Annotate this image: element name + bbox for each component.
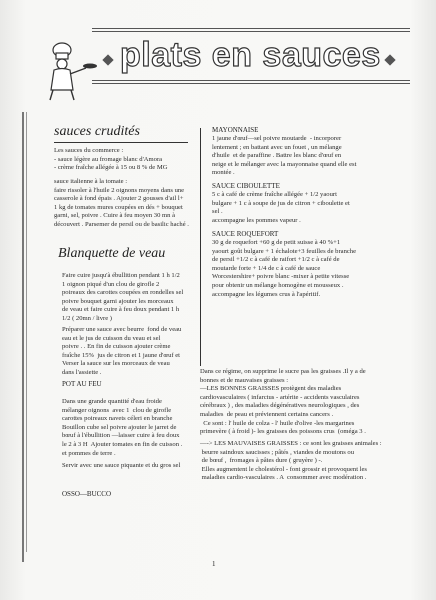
section-title-crudites: sauces crudités [54,124,140,139]
page-number: 1 [212,560,216,568]
header-rule-bottom [92,80,410,81]
blanquette-text: Faire cuire jusqu'à ébullition pendant 1 h 1/2 1 oignon piqué d'un clou de girofle 2 poireaux des carottes coupées en rondelles sel poivre bouquet garni ajouter les morceaux de veau et faire cuire à feu doux pendant 1 h 1/2 ( 20mn / livre ) [62,272,184,322]
osso-bucco-label: OSSO—BUCCO [62,490,112,498]
sauce-italienne-text: sauce italienne à la tomate : faire rissoler à l'huile 2 oignons moyens dans une casserole à fond épais . Ajouter 2 gousses d'ail l+ 1 kg de tomates mures coupées en dés + bouquet garni, sel, poivre . Cuire à feu moyen 30 mn à découvert . Parsemer de persil ou de basilic haché . [54,178,189,228]
regime-graisses-text: Dans ce régime, on supprime le sucre pas les graisses .Il y a de bonnes et de mauvaises graisses : —LES BONNES GRAISSES protègent des maladies cardiovasculaires ( infarctus - artérite - accidents vasculaires cérébraux ) , des maladies dégénératives neurologiques , des maladies de peau et préviennent certains cancers . Ce sont : l' huile de colza - l' huile d'olive -les margarines primevère ( à froid )- les graisses des poissons crus (oméga 3 . [200,368,366,436]
header-rule-bottom-2 [92,83,410,84]
roquefort-text: 30 g de roquefort +60 g de petit suisse à 40 %+1 yaourt goût bulgare + 1 échalote+3 feuilles de branche de persil +1/2 c à café de raifort +1/2 c à café de moutarde forte + 1/4 de c à café de sauce Worcestershire+ poivre blanc -mixer à petite vitesse pour obtenir un mélange homogène et mousseux . accompagne les légumes crus à l'apéritif. [212,239,357,298]
pot-au-feu-label: POT AU FEU [62,380,102,388]
ciboulette-label: SAUCE CIBOULETTE [212,182,280,190]
page-title: plats en sauces [120,36,381,74]
header-rule-top [92,28,410,29]
mayonnaise-label: MAYONNAISE [212,126,259,134]
left-margin-rule [22,112,24,562]
ciboulette-text: 5 c à café de crème fraîche allégée + 1/2 yaourt bulgare + 1 c à soupe de jus de citron + ciboulette et sel . accompagne les pommes vapeur . [212,191,350,224]
blanquette-sauce-text: Préparer une sauce avec beurre fond de veau eau et le jus de cuisson du veau et sel poivre . . En fin de cuisson ajouter crème fraîche 15% jus de citron et 1 jaune d'œuf et Verser la sauce sur les morceaux de veau dans l'assiette . [62,326,182,376]
crudites-text: Les sauces du commerce : - sauce légère au fromage blanc d'Amora - crème fraîche allégée à 15 ou 8 % de MG [54,147,168,172]
mauvaises-graisses-text: —-> LES MAUVAISES GRAISSES : ce sont les graisses animales : beurre saindoux saucisses ; pâtés , viandes de moutons ou de bœuf , fromages à pâtes dure ( gruyère ) -. Elles augmentent le cholestérol - font grossir et provoquent les maladies cardio-vasculaires . A consommer avec modération . [200,440,382,482]
chef-logo-icon [40,40,98,102]
mayonnaise-text: 1 jaune d'œuf—sel poivre moutarde - incorporer lentement ; en battant avec un fouet , un mélange d'huile et de paraffine . Battre les blanc d'œuf en neige et le mélanger avec la mayonnaise quand elle est montée . [212,135,357,177]
pot-au-feu-text: Dans une grande quantité d'eau froide mélanger oignons avec 1 clou de girofle carottes poireaux navets céleri en branche Bouillon cube sel poivre ajouter le jarret de bœuf à l'ébullition —laisser cuire à feu doux le 2 à 3 H Ajouter tomates en fin de cuisson . et pommes de terre . [62,398,183,457]
left-margin-rule-2 [26,112,27,552]
crudites-underline [54,142,188,143]
roquefort-label: SAUCE ROQUEFORT [212,230,279,238]
servir-text: Servir avec une sauce piquante et du gros sel [62,462,181,469]
title-diamond-left-icon [102,54,113,65]
title-diamond-right-icon [384,54,395,65]
column-divider [200,128,201,366]
header-rule-top-2 [92,31,410,32]
section-title-blanquette: Blanquette de veau [58,246,166,261]
